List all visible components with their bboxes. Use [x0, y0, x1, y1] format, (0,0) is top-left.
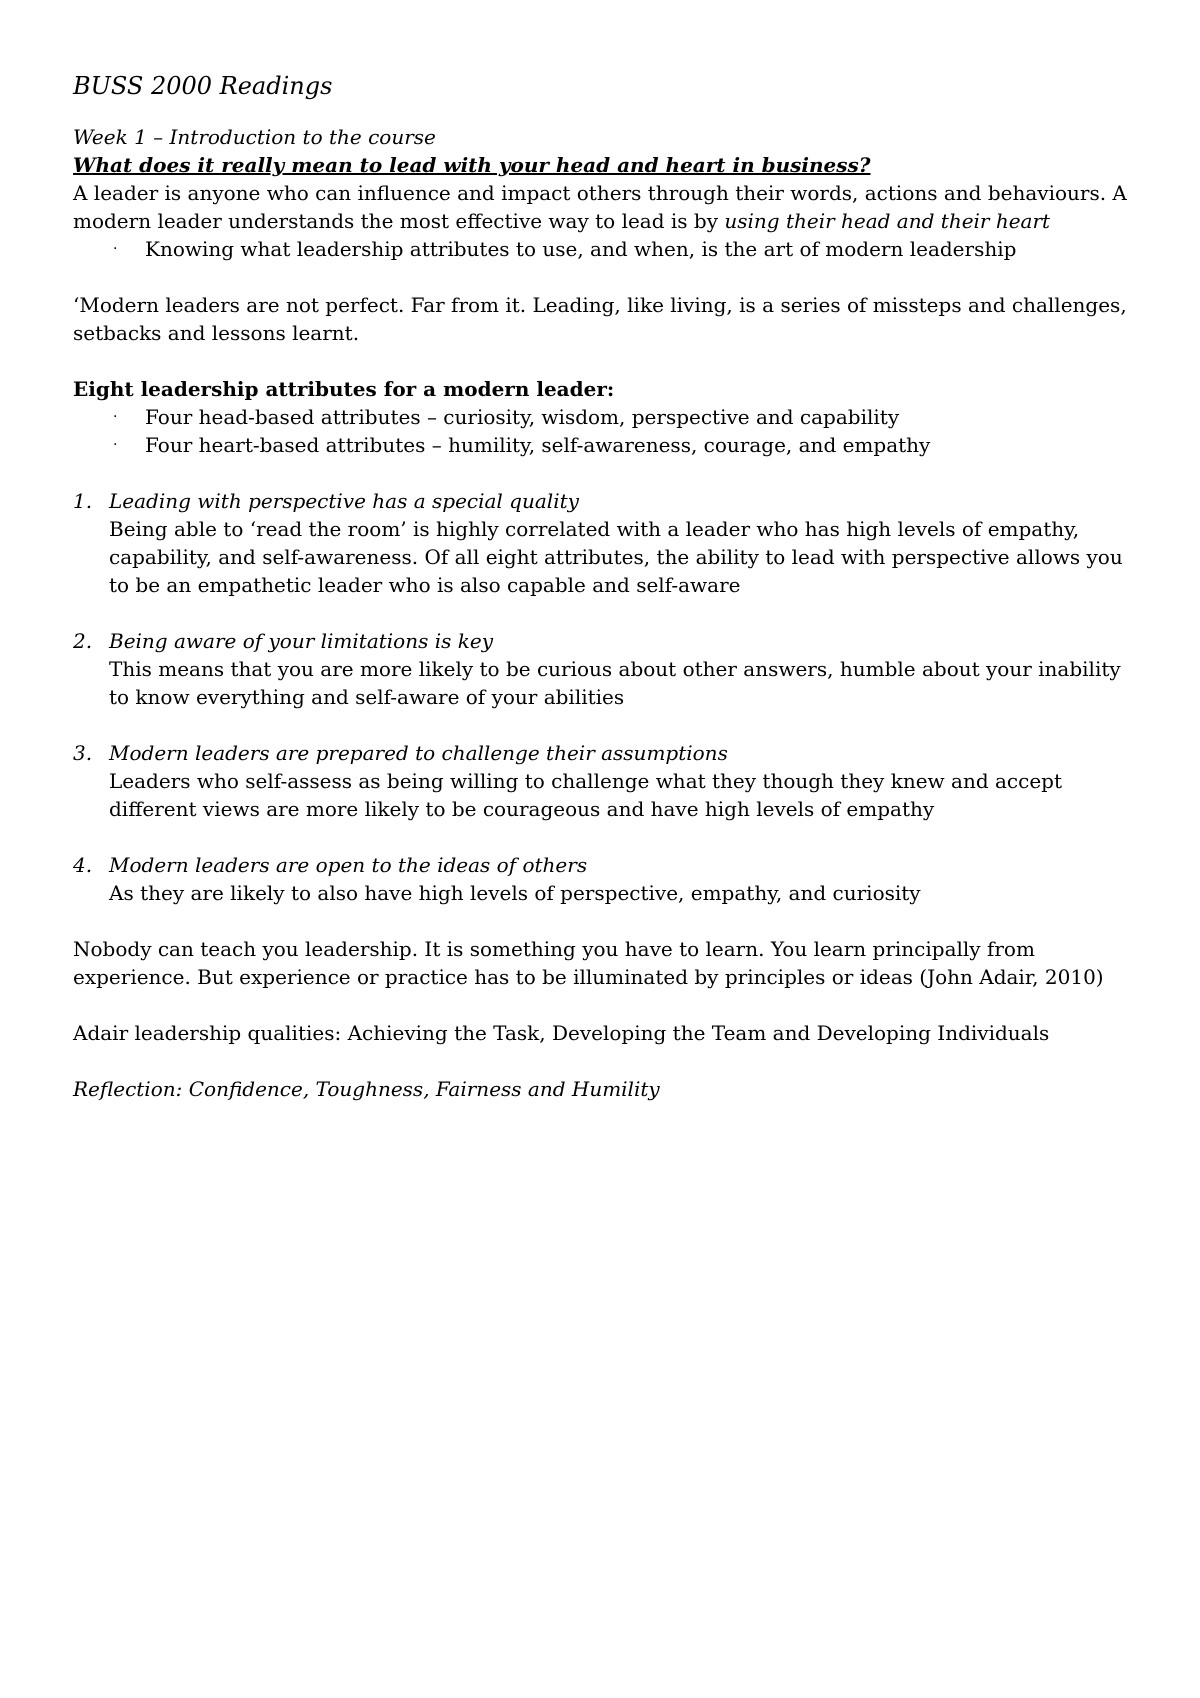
spacer: [73, 459, 1133, 487]
point-body: Being able to ‘read the room’ is highly correlated with a leader who has high levels of empathy, capability, and self-awareness. Of all eight attributes, the ability to lead with perspective allows you to be an empathetic leader who is also capable and self-aware: [109, 517, 1123, 597]
bullet-text: Knowing what leadership attributes to use, and when, is the art of modern leadership: [145, 237, 1017, 261]
point-title: Being aware of your limitations is key: [109, 629, 493, 653]
point-title: Modern leaders are open to the ideas of others: [109, 853, 588, 877]
point-title: Leading with perspective has a special quality: [109, 489, 579, 513]
point-number: 3.: [73, 741, 93, 765]
list-item: [73, 487, 1133, 599]
section-question: What does it really mean to lead with your head and heart in business?: [73, 153, 871, 177]
spacer: [73, 991, 1133, 1019]
point-number: 2.: [73, 629, 93, 653]
attributes-heading: Eight leadership attributes for a modern leader:: [73, 377, 615, 401]
points-list: [73, 487, 1133, 907]
reflection-paragraph: Reflection: Confidence, Toughness, Fairness and Humility: [73, 1077, 660, 1101]
bullet-icon: ·: [113, 241, 118, 257]
list-item: [73, 739, 1133, 823]
point-number: 1.: [73, 489, 93, 513]
intro-bullet-list: [73, 235, 1133, 263]
point-body: As they are likely to also have high levels of perspective, empathy, and curiosity: [109, 881, 921, 905]
document-page: [73, 70, 1133, 1103]
intro-text: A leader is anyone who can influence and impact others through their words, actions and behaviours. A modern leader understands the most effective way to lead is by: [73, 181, 1127, 233]
point-body: This means that you are more likely to be curious about other answers, humble about your inability to know everything and self-aware of your abilities: [109, 657, 1121, 709]
week-heading: Week 1 – Introduction to the course: [73, 125, 436, 149]
list-item: [113, 403, 1133, 431]
point-body: Leaders who self-assess as being willing to challenge what they though they knew and accept different views are more likely to be courageous and have high levels of empathy: [109, 769, 1062, 821]
intro-paragraph: [73, 179, 1133, 235]
document-title: BUSS 2000 Readings: [73, 72, 333, 100]
spacer: [73, 347, 1133, 375]
quote-paragraph: ‘Modern leaders are not perfect. Far from it. Leading, like living, is a series of missteps and challenges, setbacks and lessons learnt.: [73, 293, 1127, 345]
list-item: [73, 627, 1133, 711]
point-title: Modern leaders are prepared to challenge their assumptions: [109, 741, 728, 765]
adair-quote-paragraph: Nobody can teach you leadership. It is something you have to learn. You learn principally from experience. But experience or practice has to be illuminated by principles or ideas (John Adair, 2010): [73, 937, 1104, 989]
adair-qualities-paragraph: Adair leadership qualities: Achieving the Task, Developing the Team and Developing Individuals: [73, 1021, 1050, 1045]
point-number: 4.: [73, 853, 93, 877]
bullet-text: Four heart-based attributes – humility, self-awareness, courage, and empathy: [145, 433, 931, 457]
list-item: [113, 431, 1133, 459]
list-item: [113, 235, 1133, 263]
attributes-bullet-list: [73, 403, 1133, 459]
bullet-text: Four head-based attributes – curiosity, wisdom, perspective and capability: [145, 405, 900, 429]
intro-emphasis: using their head and their heart: [724, 209, 1051, 233]
spacer: [73, 1047, 1133, 1075]
list-item: [73, 851, 1133, 907]
spacer: [73, 263, 1133, 291]
bullet-icon: ·: [113, 409, 118, 425]
bullet-icon: ·: [113, 437, 118, 453]
